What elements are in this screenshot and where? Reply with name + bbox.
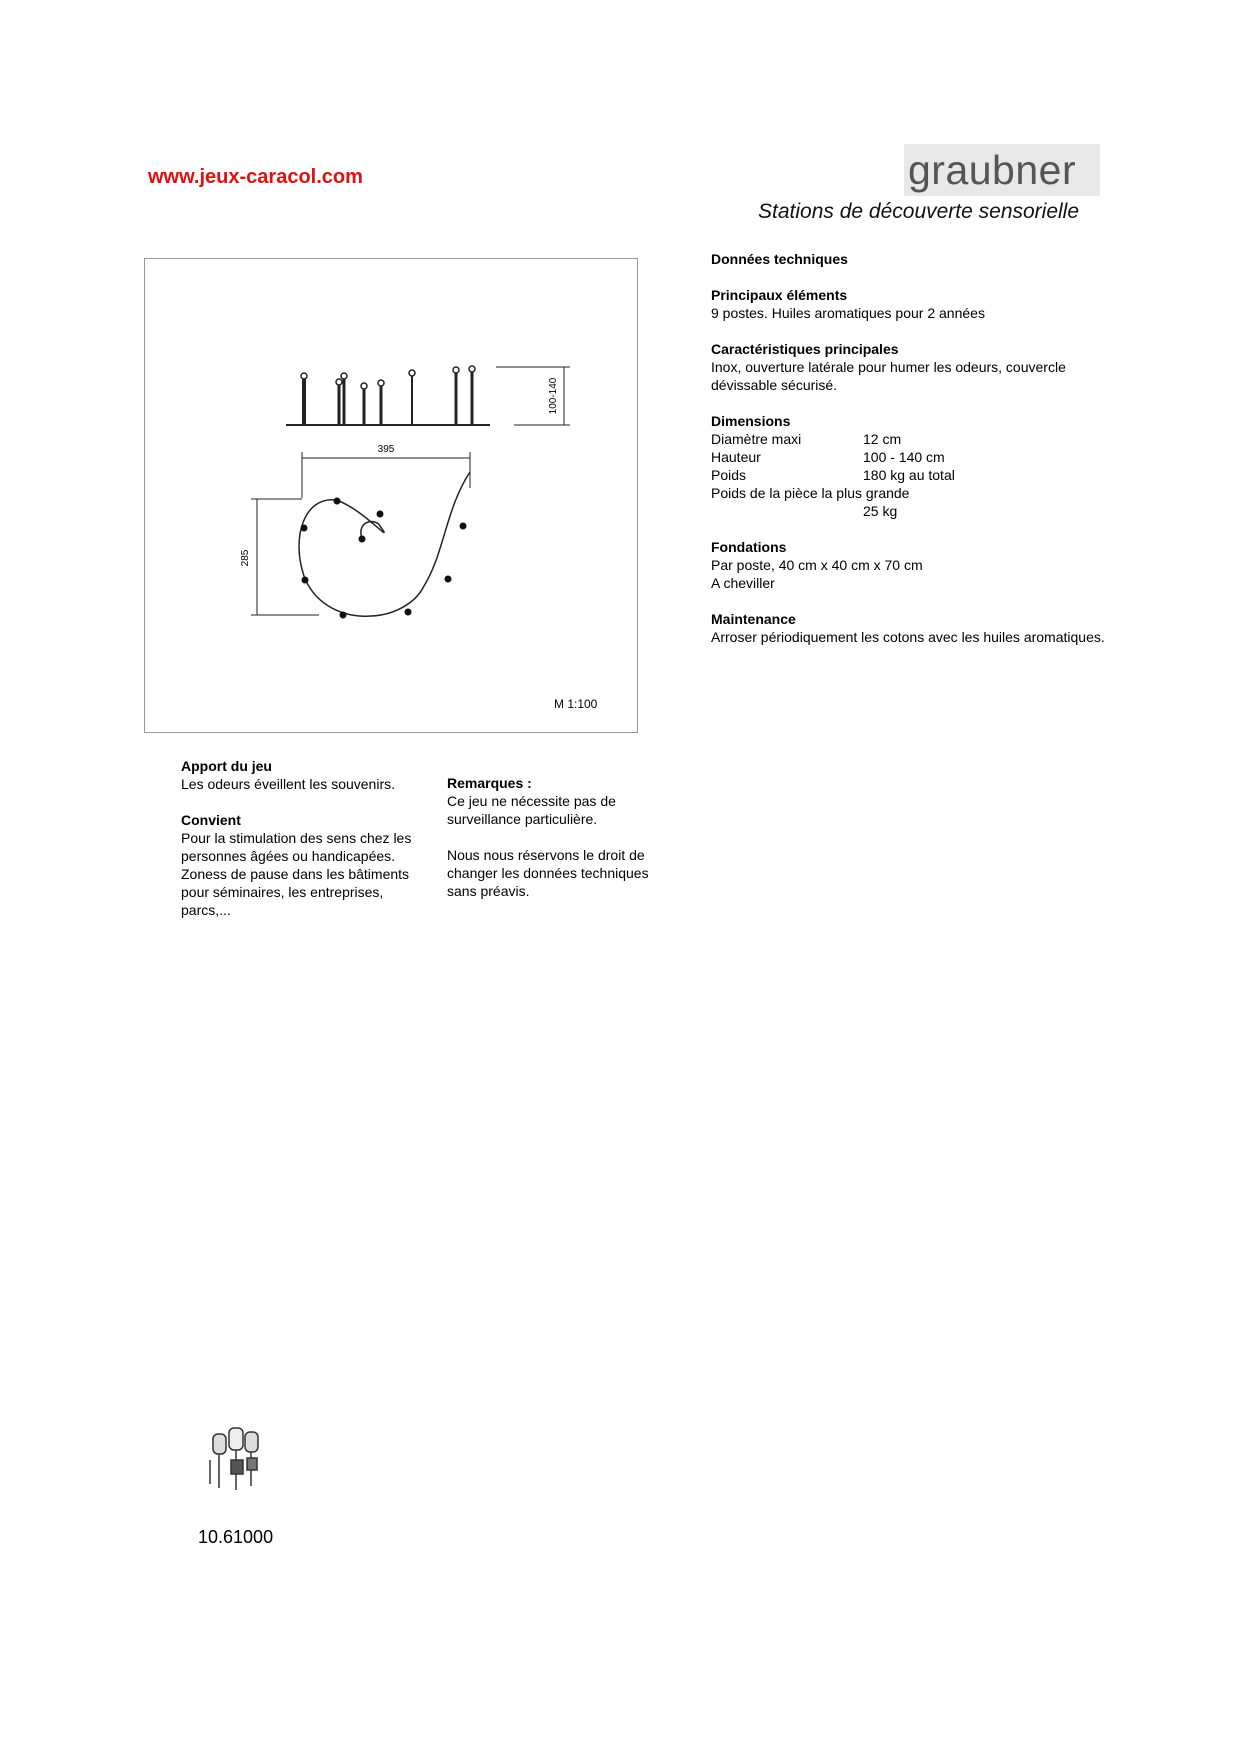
principaux-heading: Principaux éléments — [711, 287, 848, 303]
right-column — [447, 774, 677, 900]
scale-label: M 1:100 — [554, 697, 598, 711]
remarques-heading: Remarques : — [447, 775, 532, 791]
side-elevation — [286, 366, 490, 425]
width-dimension-label: 395 — [377, 444, 395, 455]
dim-label: Poids — [711, 467, 747, 483]
apport-text: Les odeurs éveillent les souvenirs. — [181, 776, 396, 792]
dim-value: 180 kg au total — [863, 467, 955, 483]
technical-specs — [711, 250, 1131, 664]
depth-dimension-label: 285 — [240, 549, 251, 567]
brand-logo — [904, 144, 1100, 196]
apport-heading: Apport du jeu — [181, 758, 272, 774]
dim-row-piece-label: Poids de la pièce la plus grande — [711, 485, 910, 501]
technical-drawing — [144, 258, 638, 733]
specs-principaux — [711, 286, 1131, 322]
dimensions-heading: Dimensions — [711, 413, 791, 429]
specs-dimensions — [711, 412, 1131, 520]
spiral-plan — [299, 472, 470, 619]
product-thumbnail — [205, 1420, 275, 1492]
maintenance-text: Arroser périodiquement les cotons avec les huiles aromatiques. — [711, 629, 1105, 645]
brand-logo-text: graubner — [908, 147, 1077, 193]
fondations-heading: Fondations — [711, 539, 787, 555]
convient-text: Pour la stimulation des sens chez les personnes âgées ou handicapées. Zoness de pause dans les bâtiments pour séminaires, les entreprises, parcs,... — [181, 830, 412, 918]
principaux-text: 9 postes. Huiles aromatiques pour 2 années — [711, 305, 985, 321]
dim-value: 100 - 140 cm — [863, 449, 945, 465]
website-url[interactable]: www.jeux-caracol.com — [148, 166, 363, 188]
remarques-text-2: Nous nous réservons le droit de changer les données techniques sans préavis. — [447, 847, 649, 899]
specs-title: Données techniques — [711, 251, 848, 267]
specs-maintenance — [711, 610, 1131, 646]
caract-heading: Caractéristiques principales — [711, 341, 899, 357]
caract-text: Inox, ouverture latérale pour humer les odeurs, couvercle dévissable sécurisé. — [711, 359, 1066, 393]
remarques-text-1: Ce jeu ne nécessite pas de surveillance particulière. — [447, 793, 616, 827]
fondations-line-1: Par poste, 40 cm x 40 cm x 70 cm — [711, 557, 923, 573]
product-code: 10.61000 — [198, 1527, 274, 1547]
depth-dimension — [251, 499, 319, 615]
fondations-line-2: A cheviller — [711, 575, 775, 591]
dim-row-hauteur — [711, 448, 1131, 466]
maintenance-heading: Maintenance — [711, 611, 796, 627]
width-dimension — [302, 452, 470, 498]
dim-row-diametre — [711, 430, 1131, 448]
height-dimension-label: 100-140 — [548, 377, 559, 415]
dim-label: Hauteur — [711, 449, 761, 465]
dim-value: 12 cm — [863, 431, 902, 447]
left-column — [181, 757, 413, 919]
convient-heading: Convient — [181, 812, 241, 828]
dim-label: Diamètre maxi — [711, 431, 802, 447]
page-subtitle: Stations de découverte sensorielle — [758, 200, 1080, 223]
dim-row-poids — [711, 466, 1131, 484]
drawing-frame — [145, 259, 638, 733]
specs-fondations — [711, 538, 1131, 592]
dim-row-piece-value: 25 kg — [863, 503, 898, 519]
specs-caracteristiques — [711, 340, 1131, 394]
